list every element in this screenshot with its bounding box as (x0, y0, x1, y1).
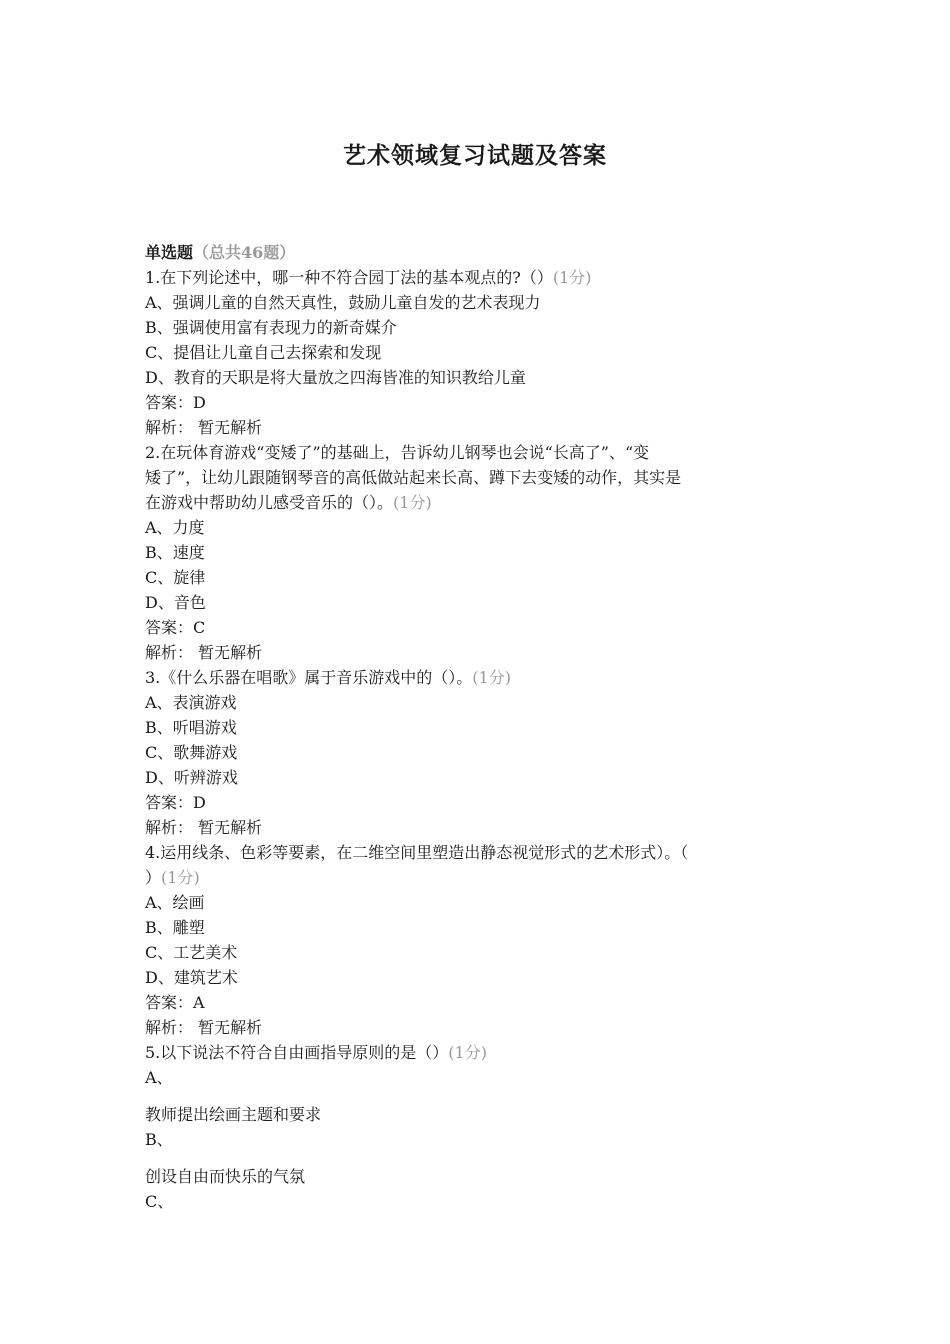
answer-line: 答案：C (145, 618, 206, 637)
option-b: B、雕塑 (145, 918, 205, 937)
question-score: (1分) (393, 493, 432, 512)
question-4-stem-line-1: 4.运用线条、色彩等要素，在二维空间里塑造出静态视觉形式的艺术形式）。（ (145, 843, 689, 862)
question-2-stem-line-3: 在游戏中帮助幼儿感受音乐的（）。(1分) (145, 493, 432, 512)
question-4-stem-line-2: ）(1分) (145, 868, 200, 887)
option-c-letter: C、 (145, 1192, 174, 1211)
analysis-line: 解析： 暂无解析 (145, 418, 263, 437)
option-b-letter: B、 (145, 1130, 173, 1149)
section-heading (145, 240, 805, 265)
question-score: (1分) (472, 668, 511, 687)
option-a-text: 教师提出绘画主题和要求 (145, 1105, 322, 1124)
option-b: B、速度 (145, 543, 205, 562)
question-list (145, 240, 805, 1214)
option-b: B、强调使用富有表现力的新奇媒介 (145, 318, 397, 337)
option-a: A、表演游戏 (145, 693, 237, 712)
analysis-line: 解析： 暂无解析 (145, 643, 263, 662)
question-1-stem: 1.在下列论述中，哪一种不符合园丁法的基本观点的?（）(1分) (145, 268, 592, 287)
option-d: D、建筑艺术 (145, 968, 238, 987)
option-a: A、力度 (145, 518, 205, 537)
question-score: (1分) (448, 1043, 487, 1062)
question-3-stem: 3.《什么乐器在唱歌》属于音乐游戏中的（）。(1分) (145, 668, 511, 687)
spacer (145, 1152, 805, 1164)
option-b-text: 创设自由而快乐的气氛 (145, 1167, 306, 1186)
option-a: A、绘画 (145, 893, 205, 912)
document-title: 艺术领域复习试题及答案 (343, 142, 607, 169)
option-c: C、工艺美术 (145, 943, 238, 962)
question-score: (1分) (161, 868, 200, 887)
option-c: C、提倡让儿童自己去探索和发现 (145, 343, 382, 362)
option-a-letter: A、 (145, 1068, 173, 1087)
answer-line: 答案：A (145, 993, 205, 1012)
question-2-stem-line-1: 2.在玩体育游戏“变矮了”的基础上，告诉幼儿钢琴也会说“长高了”、“变 (145, 443, 650, 462)
analysis-line: 解析： 暂无解析 (145, 1018, 263, 1037)
option-b: B、听唱游戏 (145, 718, 237, 737)
question-score: (1分) (552, 268, 592, 287)
option-d: D、听辨游戏 (145, 768, 238, 787)
option-c: C、歌舞游戏 (145, 743, 238, 762)
option-c: C、旋律 (145, 568, 206, 587)
answer-line: 答案：D (145, 393, 206, 412)
option-d: D、音色 (145, 593, 206, 612)
analysis-line: 解析： 暂无解析 (145, 818, 263, 837)
spacer (145, 1090, 805, 1102)
section-count: （总共46题） (193, 243, 296, 262)
question-2-stem-line-2: 矮了”，让幼儿跟随钢琴音的高低做站起来长高、蹲下去变矮的动作，其实是 (145, 468, 682, 487)
question-5-stem: 5.以下说法不符合自由画指导原则的是（）(1分) (145, 1043, 487, 1062)
answer-line: 答案：D (145, 793, 206, 812)
option-a: A、强调儿童的自然天真性，鼓励儿童自发的艺术表现力 (145, 293, 541, 312)
option-d: D、教育的天职是将大量放之四海皆准的知识教给儿童 (145, 368, 526, 387)
section-label: 单选题 (145, 243, 194, 262)
